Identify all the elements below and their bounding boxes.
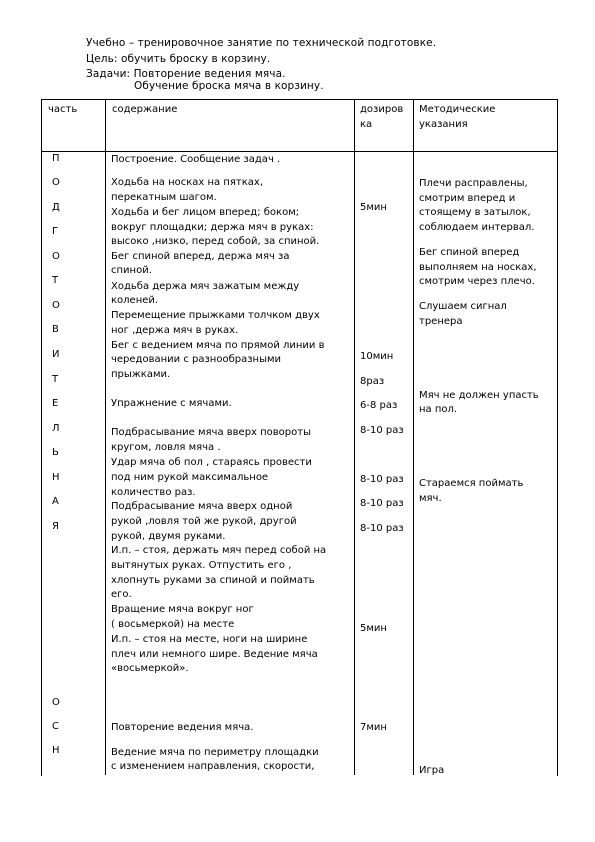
dosage-value: 8-10 раз xyxy=(360,425,404,436)
dosage-value: 10мин xyxy=(360,351,394,362)
method-line: стоящему в затылок, xyxy=(419,207,531,218)
dosage-value: 5мин xyxy=(360,202,387,213)
content-line: «восьмеркой». xyxy=(111,663,189,674)
content-line: вокруг площадки; держа мяч в руках: xyxy=(111,222,314,233)
part-letter: Т xyxy=(52,374,59,385)
content-line: под ним рукой максимальное xyxy=(111,472,269,483)
content-line: кругом, ловля мяча . xyxy=(111,442,221,453)
col-header-method: Методические xyxy=(419,104,496,115)
content-line: Ведение мяча по периметру площадки xyxy=(111,747,319,758)
content-line: Бег спиной вперед, держа мяч за xyxy=(111,251,290,262)
part-letter: Г xyxy=(52,226,59,237)
content-line: перекатным шагом. xyxy=(111,192,217,203)
doc-tasks-2: Обучение броска мяча в корзину. xyxy=(134,80,324,92)
method-line: Плечи расправлены, xyxy=(419,178,528,189)
content-line: высоко ,низко, перед собой, за спиной. xyxy=(111,236,320,247)
content-line: И.п. – стоя на месте, ноги на ширине xyxy=(111,634,308,645)
dosage-value: 8-10 раз xyxy=(360,474,404,485)
dosage-value: 8раз xyxy=(360,376,385,387)
content-line: Вращение мяча вокруг ног xyxy=(111,604,254,615)
method-line: выполняем на носках, xyxy=(419,262,537,273)
method-line: тренера xyxy=(419,316,463,327)
content-line: рукой, двумя руками. xyxy=(111,531,226,542)
part-letter: С xyxy=(52,721,59,732)
method-line: смотрим через плечо. xyxy=(419,276,535,287)
dosage-value: 6-8 раз xyxy=(360,400,398,411)
content-line: И.п. – стоя, держать мяч перед собой на xyxy=(111,545,327,556)
content-line: рукой ,ловля той же рукой, другой xyxy=(111,516,297,527)
part-letter: И xyxy=(52,349,60,360)
method-line: смотрим вперед и xyxy=(419,193,516,204)
content-line: его. xyxy=(111,589,132,600)
method-line: Слушаем сигнал xyxy=(419,301,507,312)
method-line: на пол. xyxy=(419,404,458,415)
doc-tasks: Задачи: Повторение ведения мяча. xyxy=(86,68,286,80)
method-line: Стараемся поймать xyxy=(419,478,524,489)
content-line: Ходьба держа мяч зажатым между xyxy=(111,281,300,292)
part-letter: Н xyxy=(52,745,60,756)
content-line: с изменением направления, скорости, xyxy=(111,761,315,772)
content-line: Построение. Сообщение задач . xyxy=(111,154,281,165)
part-letter: О xyxy=(52,697,60,708)
method-line: Бег спиной вперед xyxy=(419,247,520,258)
col-header-dosage-2: ка xyxy=(360,119,373,130)
content-line: прыжками. xyxy=(111,369,171,380)
part-letter: О xyxy=(52,177,60,188)
part-letter: Д xyxy=(52,202,60,213)
col-header-part: часть xyxy=(48,104,78,115)
part-letter: Т xyxy=(52,275,59,286)
content-line: ( восьмеркой) на месте xyxy=(111,619,235,630)
part-letter: В xyxy=(52,324,59,335)
content-line: Упражнение с мячами. xyxy=(111,398,232,409)
col-divider xyxy=(413,99,414,775)
method-line: соблюдаем интервал. xyxy=(419,222,535,233)
col-divider xyxy=(105,99,106,775)
content-line: Повторение ведения мяча. xyxy=(111,722,254,733)
col-header-content: содержание xyxy=(112,104,178,115)
content-line: Ходьба и бег лицом вперед; боком; xyxy=(111,207,300,218)
col-header-dosage: дозиров xyxy=(360,104,404,115)
content-line: хлопнуть руками за спиной и поймать xyxy=(111,575,315,586)
part-letter: Е xyxy=(52,398,59,409)
part-letter: Я xyxy=(52,521,59,532)
content-line: количество раз. xyxy=(111,487,196,498)
content-line: спиной. xyxy=(111,265,152,276)
part-letter: О xyxy=(52,251,60,262)
dosage-value: 7мин xyxy=(360,722,387,733)
dosage-value: 8-10 раз xyxy=(360,523,404,534)
method-line: Мяч не должен упасть xyxy=(419,390,539,401)
doc-title: Учебно – тренировочное занятие по технической подготовке. xyxy=(86,37,437,49)
content-line: чередовании с разнообразными xyxy=(111,354,282,365)
content-line: Подбрасывание мяча вверх одной xyxy=(111,501,293,512)
part-letter: Н xyxy=(52,472,60,483)
content-line: Бег с ведением мяча по прямой линии в xyxy=(111,340,325,351)
content-line: вытянутых руках. Отпустить его , xyxy=(111,560,292,571)
part-letter: Л xyxy=(52,423,60,434)
method-line: Игра xyxy=(419,765,445,776)
col-header-method-2: указания xyxy=(419,119,468,130)
content-line: Перемещение прыжками толчком двух xyxy=(111,310,320,321)
content-line: Подбрасывание мяча вверх повороты xyxy=(111,427,311,438)
dosage-value: 8-10 раз xyxy=(360,498,404,509)
content-line: Удар мяча об пол , стараясь провести xyxy=(111,457,312,468)
part-letter: П xyxy=(52,153,60,164)
col-divider xyxy=(354,99,355,775)
doc-goal: Цель: обучить броску в корзину. xyxy=(86,53,271,65)
dosage-value: 5мин xyxy=(360,623,387,634)
content-line: Ходьба на носках на пятках, xyxy=(111,177,264,188)
part-letter: А xyxy=(52,496,59,507)
content-line: коленей. xyxy=(111,295,159,306)
part-letter: О xyxy=(52,300,60,311)
part-letter: Ь xyxy=(52,447,59,458)
content-line: ног ,держа мяч в руках. xyxy=(111,325,239,336)
method-line: мяч. xyxy=(419,493,442,504)
content-line: плеч или немного шире. Ведение мяча xyxy=(111,649,318,660)
